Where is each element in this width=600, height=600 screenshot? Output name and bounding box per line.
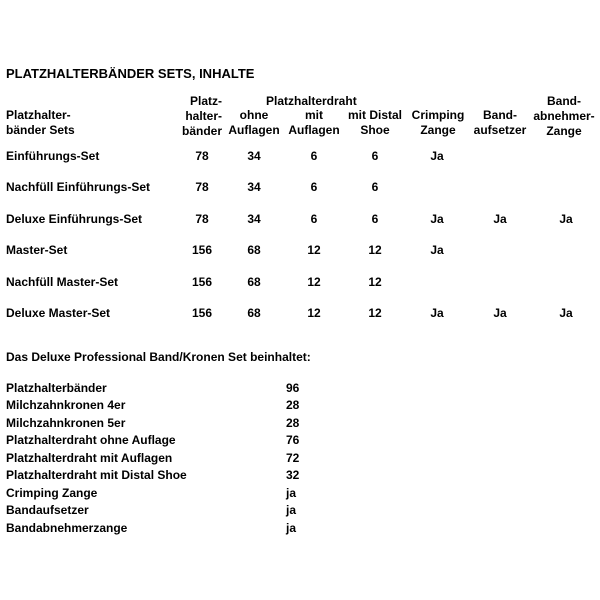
header-col-sets-line1: Platzhalter- (6, 108, 71, 122)
deluxe-item-value: ja (286, 503, 297, 517)
table-cell-abnehmer: Ja (559, 306, 573, 320)
table-cell-baender: 156 (191, 306, 213, 320)
table-cell-mit: 12 (307, 243, 321, 257)
table-row-label: Einführungs-Set (6, 149, 100, 163)
deluxe-item-value: 28 (286, 398, 300, 412)
deluxe-item-label: Milchzahnkronen 5er (6, 416, 126, 430)
table-cell-crimping: Ja (430, 243, 444, 257)
table-cell-abnehmer: Ja (559, 212, 573, 226)
table-cell-mit: 6 (310, 212, 318, 226)
table-cell-crimping: Ja (430, 306, 444, 320)
table-cell-baender: 78 (195, 212, 209, 226)
deluxe-item-label: Platzhalterdraht mit Auflagen (6, 451, 173, 465)
deluxe-item-label: Milchzahnkronen 4er (6, 398, 126, 412)
table-cell-ohne: 34 (247, 180, 261, 194)
page-title: PLATZHALTERBÄNDER SETS, INHALTE (6, 66, 255, 81)
deluxe-item-value: ja (286, 486, 297, 500)
table-row-label: Nachfüll Master-Set (6, 275, 119, 289)
table-cell-baender: 156 (191, 243, 213, 257)
header-col-baender (170, 94, 222, 139)
table-row-label: Deluxe Master-Set (6, 306, 111, 320)
table-cell-mit: 6 (310, 149, 318, 163)
deluxe-item-value: 32 (286, 468, 300, 482)
table-cell-mit: 12 (307, 275, 321, 289)
table-cell-ohne: 34 (247, 212, 261, 226)
header-col-abnehmer-line2: abnehmer- (533, 109, 595, 123)
table-cell-band: Ja (493, 306, 507, 320)
header-col-abnehmer-line1: Band- (547, 94, 581, 108)
header-col-sets-line2: bänder Sets (6, 123, 75, 137)
table-cell-mit: 12 (307, 306, 321, 320)
deluxe-item-value: 28 (286, 416, 300, 430)
table-cell-ohne: 34 (247, 149, 261, 163)
table-cell-distal: 6 (371, 180, 379, 194)
table-cell-distal: 12 (368, 306, 382, 320)
header-col-mit-line2: Auflagen (288, 123, 340, 137)
table-cell-distal: 6 (371, 212, 379, 226)
table-cell-ohne: 68 (247, 306, 261, 320)
deluxe-item-label: Bandabnehmerzange (6, 521, 128, 535)
header-col-abnehmer-line3: Zange (546, 124, 582, 138)
deluxe-item-label: Platzhalterdraht mit Distal Shoe (6, 468, 187, 482)
deluxe-item-value: ja (286, 521, 297, 535)
header-col-band (470, 108, 530, 138)
header-col-ohne (226, 108, 282, 138)
header-col-abnehmer (532, 94, 596, 139)
table-cell-ohne: 68 (247, 243, 261, 257)
table-cell-distal: 12 (368, 243, 382, 257)
table-cell-baender: 78 (195, 180, 209, 194)
header-col-distal-line1: mit Distal (347, 108, 402, 122)
table-cell-band: Ja (493, 212, 507, 226)
header-col-baender-line2: halter- (185, 109, 222, 123)
header-col-band-line1: Band- (483, 108, 517, 122)
header-col-crimping (410, 108, 466, 138)
table-cell-crimping: Ja (430, 212, 444, 226)
deluxe-item-value: 76 (286, 433, 300, 447)
table-row-label: Master-Set (6, 243, 68, 257)
table-cell-crimping: Ja (430, 149, 444, 163)
header-col-distal-line2: Shoe (360, 123, 390, 137)
header-col-crimping-line2: Zange (420, 123, 456, 137)
table-cell-baender: 78 (195, 149, 209, 163)
header-col-distal (344, 108, 406, 138)
header-col-ohne-line1: ohne (239, 108, 269, 122)
table-row-label: Nachfüll Einführungs-Set (6, 180, 150, 194)
header-col-ohne-line2: Auflagen (228, 123, 280, 137)
header-col-mit (286, 108, 342, 138)
table-row-label: Deluxe Einführungs-Set (6, 212, 143, 226)
header-col-baender-line1: Platz- (189, 94, 222, 108)
deluxe-item-label: Platzhalterdraht ohne Auflage (6, 433, 176, 447)
header-col-crimping-line1: Crimping (411, 108, 465, 122)
deluxe-title: Das Deluxe Professional Band/Kronen Set beinhaltet: (6, 350, 311, 364)
deluxe-item-value: 72 (286, 451, 300, 465)
deluxe-item-label: Bandaufsetzer (6, 503, 89, 517)
table-cell-mit: 6 (310, 180, 318, 194)
table-cell-baender: 156 (191, 275, 213, 289)
deluxe-item-label: Platzhalterbänder (6, 381, 107, 395)
deluxe-item-label: Crimping Zange (6, 486, 98, 500)
table-cell-ohne: 68 (247, 275, 261, 289)
table-cell-distal: 6 (371, 149, 379, 163)
header-col-mit-line1: mit (305, 108, 323, 122)
header-group-label: Platzhalterdraht (266, 94, 357, 108)
deluxe-item-value: 96 (286, 381, 300, 395)
header-col-sets (6, 108, 75, 138)
table-cell-distal: 12 (368, 275, 382, 289)
header-col-baender-line3: bänder (181, 124, 222, 138)
header-col-band-line2: aufsetzer (473, 123, 527, 137)
